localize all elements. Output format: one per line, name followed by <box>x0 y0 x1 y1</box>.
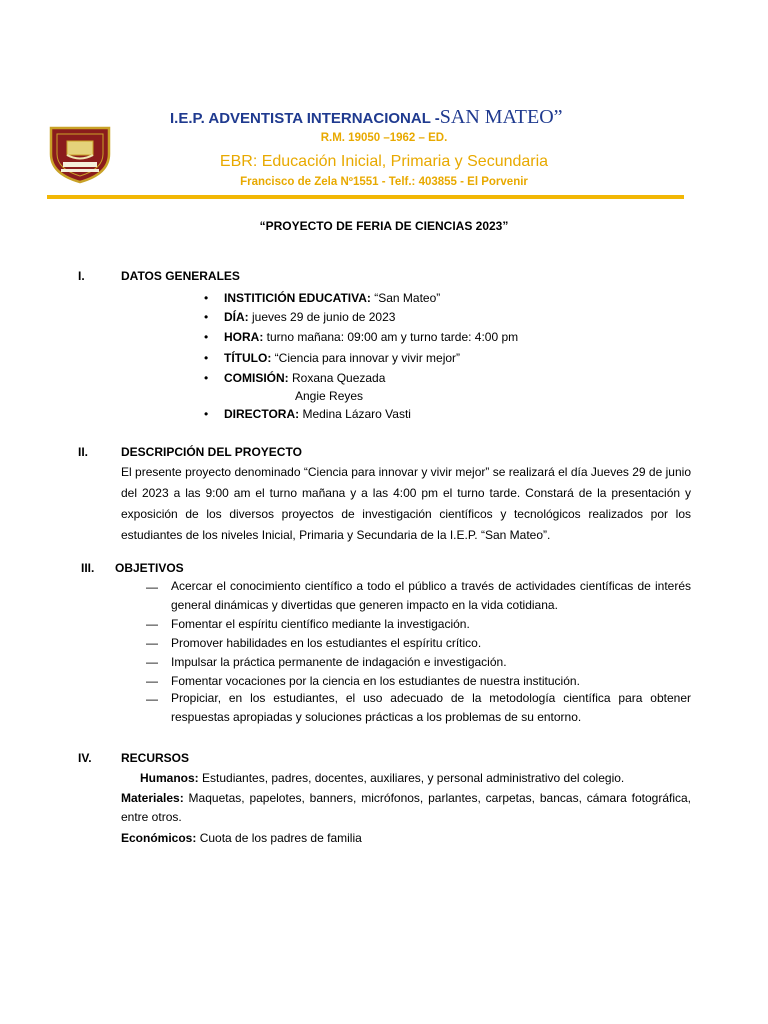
dash-icon: ― <box>146 580 158 594</box>
humanos-value: Estudiantes, padres, docentes, auxiliares, y personal administrativo del colegio. <box>198 771 625 785</box>
bullet-icon: • <box>204 371 209 385</box>
section-4-number: IV. <box>78 751 92 765</box>
list-item <box>224 291 440 305</box>
humanos-label: Humanos: <box>140 771 199 785</box>
project-description: El presente proyecto denominado “Ciencia para innovar y vivir mejor” se realizará el día Jueves 29 de junio del 2023 a las 9:00 am el turno mañana y a las 4:00 pm el turno tarde. Constará de la presentación y exposición de los diversos proyectos de investigación científicos y tecnológicos realizados por los estudiantes de los niveles Inicial, Primaria y Secundaria de la I.E.P. “San Mateo”. <box>121 465 691 542</box>
list-item <box>224 330 518 344</box>
objective-item: Propiciar, en los estudiantes, el uso adecuado de la metodología científica para obtener respuestas apropiadas y soluciones prácticas a los problemas de su entorno. <box>171 691 691 724</box>
item-label: HORA: <box>224 330 264 344</box>
recursos-materiales <box>121 789 691 827</box>
item-value: “Ciencia para innovar y vivir mejor” <box>271 351 461 365</box>
item-value: turno mañana: 09:00 am y turno tarde: 4:00 pm <box>263 330 519 344</box>
section-1-title: DATOS GENERALES <box>121 269 240 283</box>
bullet-icon: • <box>204 407 209 421</box>
education-levels: EBR: Educación Inicial, Primaria y Secundaria <box>219 153 549 170</box>
materiales-value: Maquetas, papelotes, banners, micrófonos, parlantes, carpetas, bancas, cámara fotográfica, entre otros. <box>121 791 691 824</box>
materiales-label: Materiales: <box>121 791 184 805</box>
recursos-humanos <box>140 771 624 785</box>
item-label: DIRECTORA: <box>224 407 300 421</box>
section-3-number: III. <box>81 561 95 575</box>
list-item <box>224 310 395 324</box>
list-item <box>224 351 460 365</box>
header-divider <box>47 195 684 199</box>
dash-icon: ― <box>146 674 158 688</box>
item-value: Roxana Quezada <box>288 371 386 385</box>
dash-icon: ― <box>146 636 158 650</box>
bullet-icon: • <box>204 310 209 324</box>
school-name-prefix: I.E.P. ADVENTISTA INTERNACIONAL - <box>170 110 440 127</box>
economicos-value: Cuota de los padres de familia <box>196 831 362 845</box>
comision-second-member: Angie Reyes <box>295 389 364 403</box>
list-item <box>224 407 411 421</box>
item-value: jueves 29 de junio de 2023 <box>248 310 396 324</box>
section-3-title: OBJETIVOS <box>115 561 184 575</box>
school-address: Francisco de Zela Nº1551 - Telf.: 403855 - El Porvenir <box>240 176 528 188</box>
objective-item: Promover habilidades en los estudiantes el espíritu crítico. <box>171 636 482 650</box>
document-title: “PROYECTO DE FERIA DE CIENCIAS 2023” <box>259 219 509 233</box>
registration-number: R.M. 19050 –1962 – ED. <box>320 132 448 144</box>
section-1-number: I. <box>78 269 85 283</box>
recursos-economicos <box>121 831 362 845</box>
item-value: Medina Lázaro Vasti <box>299 407 411 421</box>
section-2-number: II. <box>78 445 89 459</box>
school-name-main: SAN MATEO” <box>439 106 563 128</box>
item-label: DÍA: <box>224 310 249 324</box>
section-4-title: RECURSOS <box>121 751 190 765</box>
bullet-icon: • <box>204 330 209 344</box>
section-2-title: DESCRIPCIÓN DEL PROYECTO <box>121 445 302 459</box>
bullet-icon: • <box>204 291 209 305</box>
item-label: COMISIÓN: <box>224 371 289 385</box>
item-label: TÍTULO: <box>224 351 272 365</box>
objective-item: Fomentar el espíritu científico mediante la investigación. <box>171 617 470 631</box>
bullet-icon: • <box>204 351 209 365</box>
objective-item: Acercar el conocimiento científico a todo el público a través de actividades científicas de interés general dinámicas y divertidas que generen impacto en la vida cotidiana. <box>171 579 691 612</box>
dash-icon: ― <box>146 655 158 669</box>
dash-icon: ― <box>146 692 158 706</box>
dash-icon: ― <box>146 617 158 631</box>
list-item <box>224 371 385 385</box>
objective-item: Impulsar la práctica permanente de indagación e investigación. <box>171 655 507 669</box>
item-value: “San Mateo” <box>370 291 441 305</box>
item-label: INSTITICIÓN EDUCATIVA: <box>224 291 371 305</box>
objective-item: Fomentar vocaciones por la ciencia en los estudiantes de nuestra institución. <box>171 674 580 688</box>
economicos-label: Económicos: <box>121 831 197 845</box>
school-name <box>170 106 563 129</box>
